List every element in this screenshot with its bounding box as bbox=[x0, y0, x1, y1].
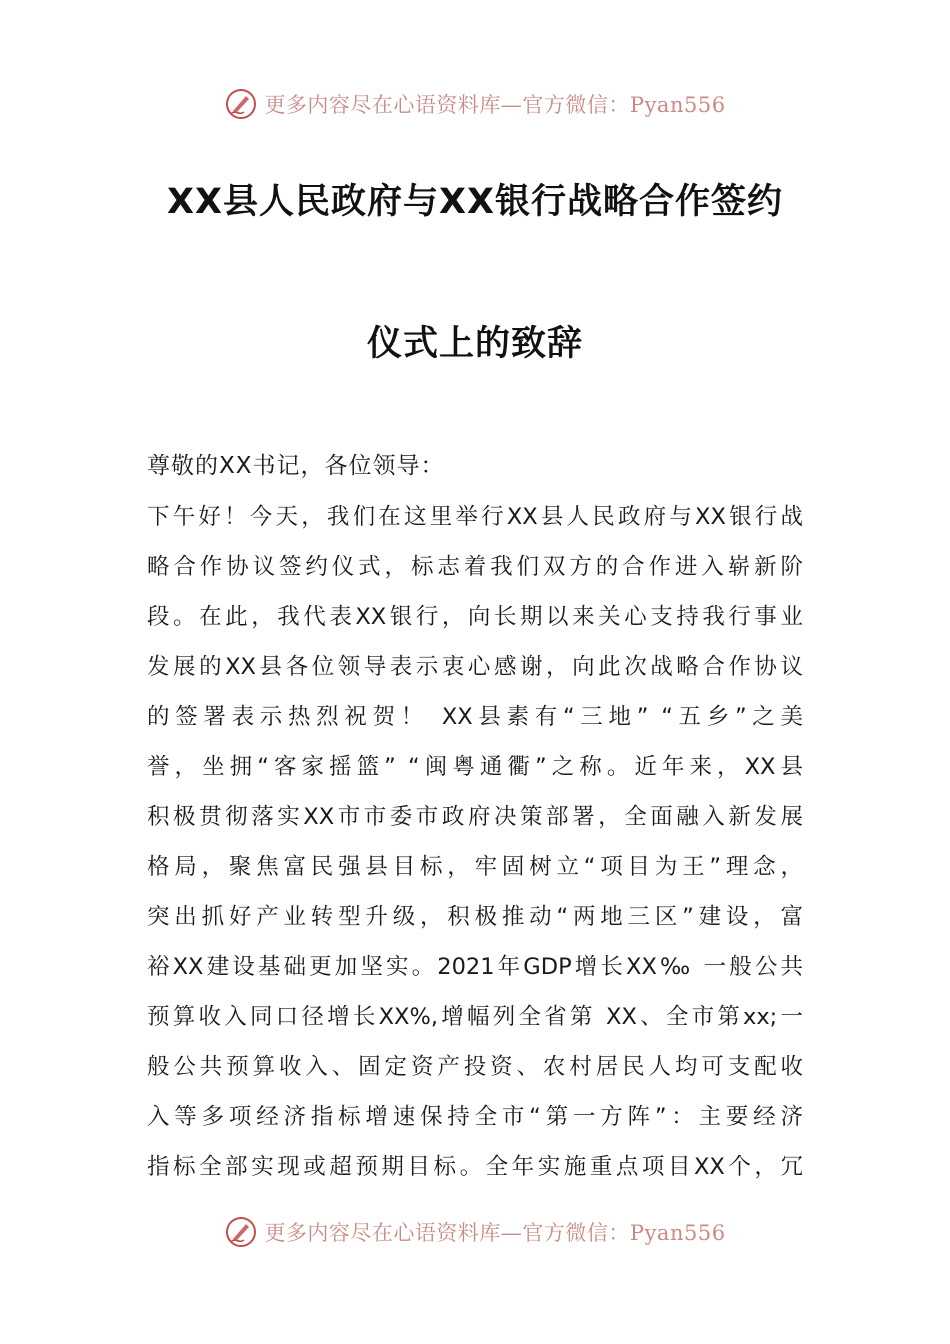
footer-watermark bbox=[0, 1212, 950, 1252]
body-line: 的签署表示热烈祝贺！ XX县素有“三地” “五乡”之美 bbox=[147, 704, 803, 730]
salutation: 尊敬的XX书记，各位领导： bbox=[147, 453, 445, 479]
body-line: 发展的XX县各位领导表示衷心感谢，向此次战略合作协议 bbox=[147, 654, 803, 680]
body-line: 略合作协议签约仪式，标志着我们双方的合作进入崭新阶 bbox=[147, 554, 803, 580]
pen-seal-logo-icon bbox=[224, 87, 258, 121]
body-line: 指标全部实现或超预期目标。全年实施重点项目XX个，冗 bbox=[147, 1154, 803, 1180]
body-line: 突出抓好产业转型升级，积极推动“两地三区”建设，富 bbox=[147, 904, 803, 930]
body-line: 积极贯彻落实XX市市委市政府决策部署，全面融入新发展 bbox=[147, 804, 803, 830]
document-title-line-2: 仪式上的致辞 bbox=[366, 324, 583, 364]
body-line: 下午好！今天，我们在这里举行XX县人民政府与XX银行战 bbox=[147, 504, 803, 530]
watermark-text: 更多内容尽在心语资料库—官方微信：Pyan556 bbox=[264, 93, 726, 117]
watermark-text: 更多内容尽在心语资料库—官方微信：Pyan556 bbox=[264, 1221, 726, 1245]
header-watermark bbox=[0, 84, 950, 124]
body-line: 誉，坐拥“客家摇篮” “闽粤通衢”之称。近年来，XX县 bbox=[147, 754, 803, 780]
pen-seal-logo-icon bbox=[224, 1215, 258, 1249]
body-line: 预算收入同口径增长XX%,增幅列全省第 XX、全市第xx;一 bbox=[147, 1004, 803, 1030]
document-title-line-1: XX县人民政府与XX银行战略合作签约 bbox=[167, 182, 783, 222]
body-line: 段。在此，我代表XX银行，向长期以来关心支持我行事业 bbox=[147, 604, 803, 630]
body-line: 入等多项经济指标增速保持全市“第一方阵”：主要经济 bbox=[147, 1104, 803, 1130]
body-line: 般公共预算收入、固定资产投资、农村居民人均可支配收 bbox=[147, 1054, 803, 1080]
body-line: 裕XX建设基础更加坚实。2021年GDP增长XX‰ 一般公共 bbox=[147, 954, 803, 980]
body-line: 格局，聚焦富民强县目标，牢固树立“项目为王”理念， bbox=[147, 854, 803, 880]
